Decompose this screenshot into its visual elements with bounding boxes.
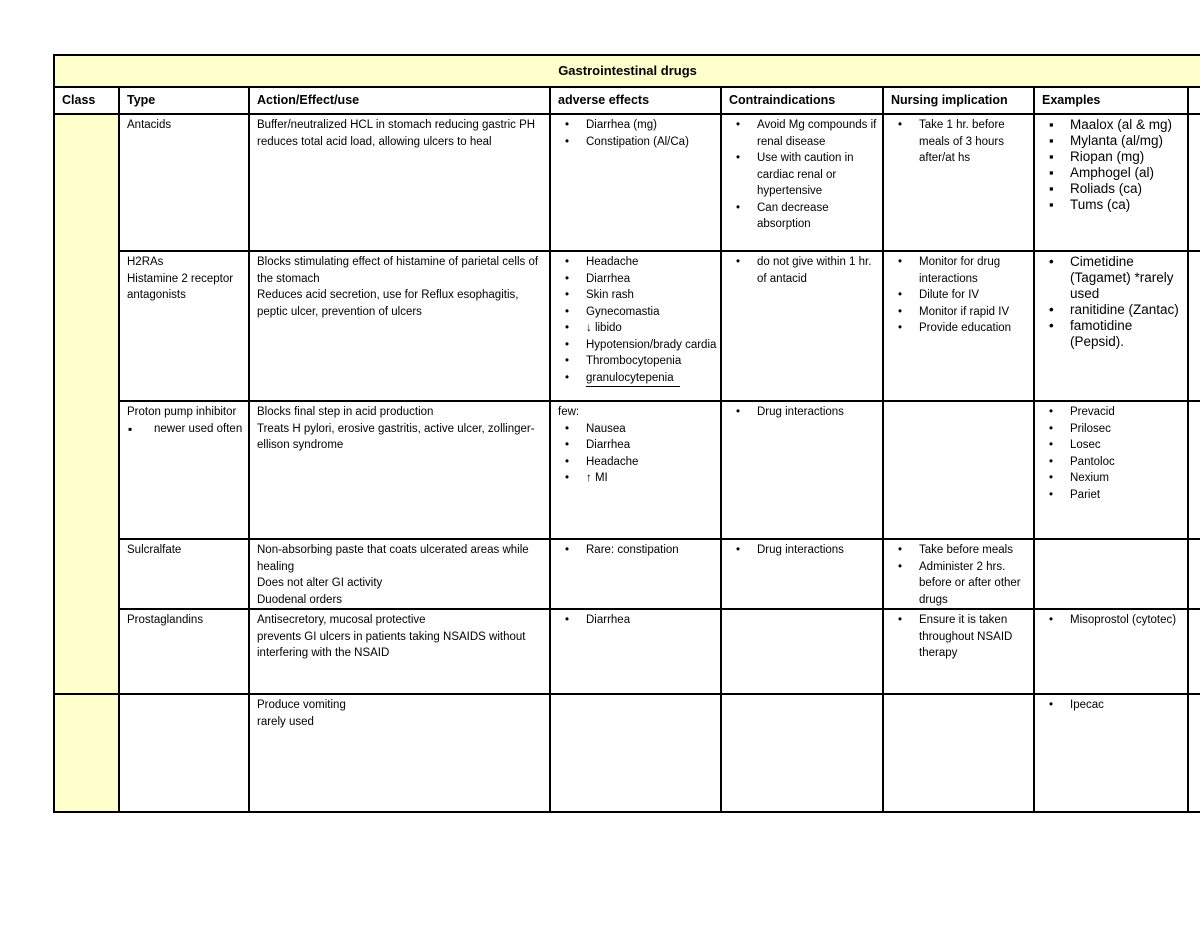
header-adverse: adverse effects <box>550 87 721 114</box>
action-cell <box>249 251 550 401</box>
adverse-item: • Headache <box>558 454 717 471</box>
example-item: • Pantoloc <box>1042 454 1184 471</box>
adverse-item: • Headache <box>558 254 717 271</box>
adverse-item: • Gynecomastia <box>558 304 717 321</box>
table-row <box>54 539 1200 609</box>
table-row <box>54 694 1200 812</box>
class-cell <box>54 694 119 812</box>
action-line: Produce vomiting <box>257 699 346 711</box>
nursing-item: • Monitor for drug interactions <box>891 254 1030 287</box>
action-cell <box>249 401 550 539</box>
action-line: Blocks stimulating effect of histamine of parietal cells of the stomach <box>257 256 539 285</box>
action-line: reduces total acid load, allowing ulcers to heal <box>257 135 492 148</box>
examples-cell <box>1034 114 1188 251</box>
adverse-item: • Diarrhea (mg) <box>558 117 717 134</box>
examples-cell <box>1034 251 1188 401</box>
adverse-item: • Skin rash <box>558 287 717 304</box>
type-line: Proton pump inhibitor <box>127 406 237 418</box>
examples-cell <box>1034 609 1188 694</box>
type-line: Sulcralfate <box>127 544 182 556</box>
action-line: Blocks final step in acid production <box>257 406 434 418</box>
contra-cell <box>721 401 883 539</box>
action-cell <box>249 114 550 251</box>
type-sub-bullet: ▪ newer used often <box>127 421 245 438</box>
header-contraindications: Contraindications <box>721 87 883 114</box>
examples-cell <box>1034 694 1188 812</box>
action-line: Reduces acid secretion, use for Reflux esophagitis, peptic ulcer, prevention of ulcers <box>257 289 519 318</box>
spare-cell <box>1188 539 1200 609</box>
action-cell <box>249 609 550 694</box>
action-line: rarely used <box>257 715 314 728</box>
action-line: Does not alter GI activity <box>257 577 383 589</box>
header-nursing: Nursing implication <box>883 87 1034 114</box>
spare-cell <box>1188 694 1200 812</box>
nursing-item: • Take before meals <box>891 542 1030 559</box>
adverse-item: • Nausea <box>558 421 717 438</box>
gi-drugs-table <box>53 54 1200 813</box>
nursing-item: • Ensure it is taken throughout NSAID therapy <box>891 612 1030 662</box>
adverse-item: • Diarrhea <box>558 612 717 629</box>
nursing-cell <box>883 251 1034 401</box>
adverse-prefix: few: <box>558 406 580 418</box>
contra-cell <box>721 694 883 812</box>
action-cell <box>249 539 550 609</box>
adverse-item-text: granulocytepenia <box>586 370 680 388</box>
type-line: Histamine 2 receptor antagonists <box>127 272 234 301</box>
example-item: • Ipecac <box>1042 697 1184 714</box>
contra-item: • Can decrease absorption <box>729 200 879 233</box>
example-item: ▪ Amphogel (al) <box>1042 165 1184 181</box>
contra-cell <box>721 251 883 401</box>
nursing-item: • Monitor if rapid IV <box>891 304 1030 321</box>
examples-cell <box>1034 401 1188 539</box>
type-cell <box>119 539 249 609</box>
adverse-item: • Diarrhea <box>558 271 717 288</box>
type-cell <box>119 609 249 694</box>
table-row <box>54 609 1200 694</box>
spare-cell <box>1188 251 1200 401</box>
header-row <box>54 87 1200 114</box>
nursing-cell <box>883 114 1034 251</box>
contra-item: • Avoid Mg compounds if renal disease <box>729 117 879 150</box>
nursing-cell <box>883 609 1034 694</box>
header-class: Class <box>54 87 119 114</box>
table-row <box>54 114 1200 251</box>
nursing-item: • Dilute for IV <box>891 287 1030 304</box>
type-cell <box>119 114 249 251</box>
contra-cell <box>721 114 883 251</box>
spare-cell <box>1188 401 1200 539</box>
adverse-item <box>558 370 717 388</box>
adverse-item: • ↓ libido <box>558 320 717 337</box>
table-title: Gastrointestinal drugs <box>54 55 1200 87</box>
action-line: Duodenal orders <box>257 593 343 606</box>
action-line: Treats H pylori, erosive gastritis, active ulcer, zollinger-ellison syndrome <box>257 422 535 451</box>
action-cell <box>249 694 550 812</box>
table-row <box>54 251 1200 401</box>
adverse-cell <box>550 401 721 539</box>
nursing-cell <box>883 539 1034 609</box>
type-line: Prostaglandins <box>127 614 204 626</box>
adverse-cell <box>550 251 721 401</box>
class-cell <box>54 114 119 694</box>
contra-cell <box>721 609 883 694</box>
adverse-cell <box>550 539 721 609</box>
example-item: ▪ Tums (ca) <box>1042 197 1184 213</box>
contra-item: • Drug interactions <box>729 404 879 421</box>
nursing-item: • Provide education <box>891 320 1030 337</box>
action-line: Non-absorbing paste that coats ulcerated areas while healing <box>257 544 529 573</box>
action-line: Antisecretory, mucosal protective <box>257 614 426 626</box>
type-cell <box>119 694 249 812</box>
adverse-item: • Thrombocytopenia <box>558 353 717 370</box>
nursing-cell <box>883 401 1034 539</box>
example-item: ▪ Roliads (ca) <box>1042 181 1184 197</box>
example-item: • Nexium <box>1042 470 1184 487</box>
spare-cell <box>1188 609 1200 694</box>
header-spare <box>1188 87 1200 114</box>
adverse-item: • Hypotension/brady cardia <box>558 337 717 354</box>
nursing-item: • Administer 2 hrs. before or after other drugs <box>891 559 1030 609</box>
header-examples: Examples <box>1034 87 1188 114</box>
type-cell <box>119 401 249 539</box>
type-line: Antacids <box>127 119 172 131</box>
table-row <box>54 401 1200 539</box>
nursing-item: • Take 1 hr. before meals of 3 hours after/at hs <box>891 117 1030 167</box>
example-item: ▪ Riopan (mg) <box>1042 149 1184 165</box>
header-type: Type <box>119 87 249 114</box>
type-cell <box>119 251 249 401</box>
adverse-item: • ↑ MI <box>558 470 717 487</box>
adverse-item: • Diarrhea <box>558 437 717 454</box>
example-item: • Cimetidine (Tagamet) *rarely used <box>1042 254 1184 302</box>
header-action: Action/Effect/use <box>249 87 550 114</box>
example-item: • Misoprostol (cytotec) <box>1042 612 1184 629</box>
adverse-item: • Rare: constipation <box>558 542 717 559</box>
action-line: prevents GI ulcers in patients taking NSAIDS without interfering with the NSAID <box>257 630 526 659</box>
example-item: • Pariet <box>1042 487 1184 504</box>
type-line: H2RAs <box>127 256 164 268</box>
contra-item: • do not give within 1 hr. of antacid <box>729 254 879 287</box>
example-item: • Losec <box>1042 437 1184 454</box>
spare-cell <box>1188 114 1200 251</box>
example-item: • Prevacid <box>1042 404 1184 421</box>
adverse-cell <box>550 694 721 812</box>
example-item: ▪ Mylanta (al/mg) <box>1042 133 1184 149</box>
example-item: ▪ Maalox (al & mg) <box>1042 117 1184 133</box>
example-item: • ranitidine (Zantac) <box>1042 302 1184 318</box>
adverse-cell <box>550 609 721 694</box>
adverse-cell <box>550 114 721 251</box>
contra-item: • Use with caution in cardiac renal or hypertensive <box>729 150 879 200</box>
adverse-item: • Constipation (Al/Ca) <box>558 134 717 151</box>
contra-cell <box>721 539 883 609</box>
contra-item: • Drug interactions <box>729 542 879 559</box>
action-line: Buffer/neutralized HCL in stomach reducing gastric PH <box>257 119 536 131</box>
example-item: • Prilosec <box>1042 421 1184 438</box>
examples-cell <box>1034 539 1188 609</box>
nursing-cell <box>883 694 1034 812</box>
example-item: • famotidine (Pepsid). <box>1042 318 1184 350</box>
